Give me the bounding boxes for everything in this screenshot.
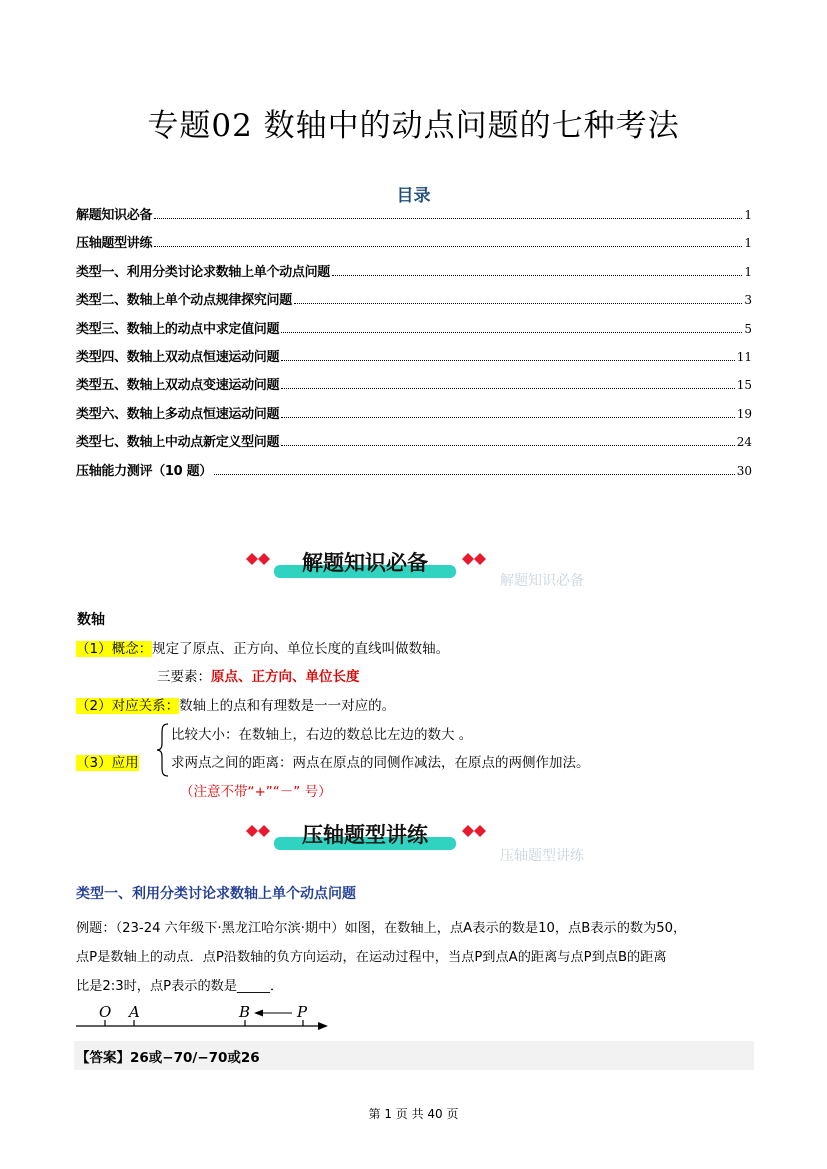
toc-entry[interactable]	[76, 204, 752, 232]
toc-entry-label: 类型五、数轴上双动点变速运动问题	[76, 378, 280, 394]
toc-entry[interactable]	[76, 460, 752, 488]
toc-entry-page: 3	[744, 293, 752, 308]
example-line-3: 比是2:3时，点P表示的数是_____．	[76, 979, 284, 994]
table-of-contents	[76, 204, 752, 488]
application-tag-line	[76, 751, 139, 771]
toc-entry-page: 1	[744, 208, 752, 222]
banner-watermark: 压轴题型讲练	[500, 848, 584, 864]
application-tag: （3）应用	[76, 755, 139, 771]
toc-entry[interactable]	[76, 374, 752, 402]
section-banner-practice	[240, 815, 500, 859]
toc-entry-page: 1	[744, 264, 752, 279]
toc-heading: 目录	[396, 186, 431, 206]
toc-leader	[154, 246, 742, 247]
label-p: P	[297, 1003, 308, 1021]
label-a: A	[129, 1003, 140, 1021]
toc-entry-label: 类型二、数轴上单个动点规律探究问题	[76, 293, 292, 309]
toc-leader	[281, 332, 742, 333]
banner-title: 压轴题型讲练	[302, 823, 428, 847]
toc-entry[interactable]	[76, 289, 752, 317]
toc-entry[interactable]	[76, 403, 752, 431]
toc-entry-page: 30	[736, 463, 752, 478]
label-b: B	[239, 1003, 251, 1021]
toc-leader	[281, 388, 735, 389]
toc-leader	[294, 303, 742, 304]
three-elements-line	[157, 665, 360, 685]
toc-entry-label: 类型三、数轴上的动点中求定值问题	[76, 321, 280, 337]
compare-line: 比较大小：在数轴上，右边的数总比左边的数大 。	[171, 727, 473, 743]
toc-leader	[214, 474, 735, 475]
brace-icon	[156, 722, 170, 778]
toc-entry-label: 类型七、数轴上中动点新定义型问题	[76, 435, 280, 451]
toc-leader	[154, 218, 742, 219]
toc-entry-page: 19	[736, 406, 752, 421]
toc-leader	[281, 360, 735, 361]
answer-box	[74, 1041, 754, 1070]
toc-leader	[281, 417, 735, 418]
page-footer: 第 1 页 共 40 页	[368, 1107, 459, 1121]
toc-entry-page: 24	[736, 435, 752, 450]
relation-text: 数轴上的点和有理数是一一对应的。	[179, 698, 396, 714]
toc-entry-page: 15	[736, 378, 752, 393]
example-line-1: 例题：（23-24 六年级下·黑龙江哈尔滨·期中）如图，在数轴上，点A表示的数是10，点B表示的数为50，	[76, 921, 687, 936]
toc-entry-label: 解题知识必备	[76, 208, 153, 223]
toc-entry-label: 类型一、利用分类讨论求数轴上单个动点问题	[76, 264, 331, 280]
toc-entry[interactable]	[76, 346, 752, 374]
toc-entry[interactable]	[76, 232, 752, 260]
toc-leader	[332, 275, 742, 276]
concept-line	[76, 637, 449, 657]
banner-title: 解题知识必备	[302, 551, 428, 575]
document-title: 专题02 数轴中的动点问题的七种考法	[147, 108, 680, 144]
toc-entry-label: 类型六、数轴上多动点恒速运动问题	[76, 406, 280, 422]
toc-entry-label: 类型四、数轴上双动点恒速运动问题	[76, 349, 280, 365]
concept-text: 规定了原点、正方向、单位长度的直线叫做数轴。	[152, 641, 450, 657]
knowledge-heading: 数轴	[77, 612, 105, 628]
toc-entry[interactable]	[76, 318, 752, 346]
concept-tag: （1）概念：	[76, 641, 153, 657]
axis-arrow-icon	[318, 1022, 328, 1030]
toc-entry-page: 1	[744, 236, 752, 251]
three-elements-text: 原点、正方向、单位长度	[211, 669, 360, 685]
banner-watermark: 解题知识必备	[500, 573, 584, 589]
toc-entry-label: 压轴能力测评（10 题）	[76, 463, 213, 479]
section-banner-knowledge	[240, 543, 500, 587]
relation-line	[76, 694, 395, 714]
answer-text: 【答案】26或−70/−70或26	[76, 1050, 260, 1066]
number-line-figure	[74, 1000, 336, 1034]
toc-entry[interactable]	[76, 431, 752, 459]
toc-entry-label: 压轴题型讲练	[76, 236, 153, 252]
toc-entry-page: 5	[744, 321, 752, 336]
relation-tag: （2）对应关系：	[76, 698, 180, 714]
sign-note: （注意不带“+”“－” 号）	[180, 784, 332, 800]
toc-leader	[281, 445, 735, 446]
type-one-title: 类型一、利用分类讨论求数轴上单个动点问题	[76, 886, 356, 902]
toc-entry[interactable]	[76, 261, 752, 289]
motion-arrow-icon	[254, 1010, 263, 1017]
three-elements-prefix: 三要素：	[157, 669, 211, 685]
toc-entry-page: 11	[736, 349, 752, 364]
distance-line: 求两点之间的距离：两点在原点的同侧作减法，在原点的两侧作加法。	[171, 755, 590, 771]
example-line-2: 点P是数轴上的动点．点P沿数轴的负方向运动，在运动过程中，当点P到点A的距离与点P到点B的距离	[76, 950, 667, 965]
label-o: O	[99, 1003, 112, 1021]
